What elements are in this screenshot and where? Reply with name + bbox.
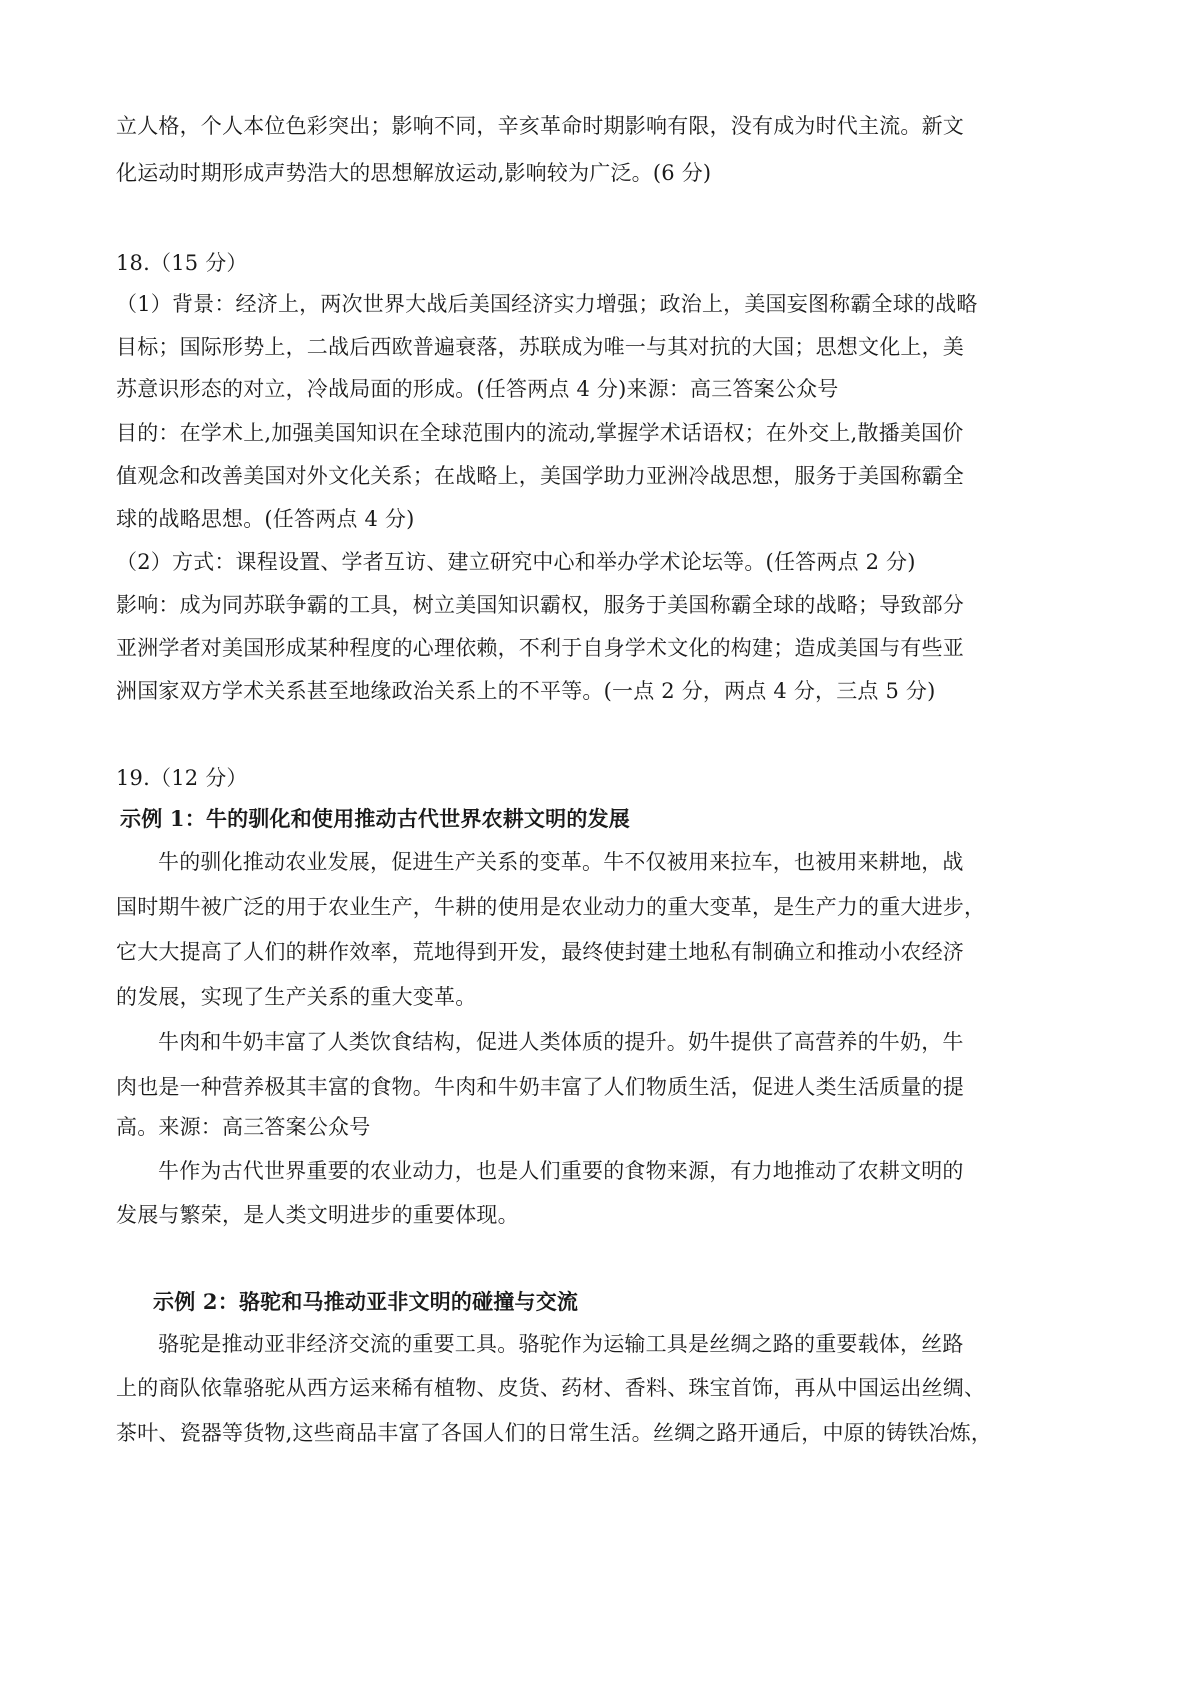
q19-example1-line-1: 牛的驯化推动农业发展，促进生产关系的变革。牛不仅被用来拉车，也被用来耕地，战 — [158, 850, 964, 874]
q18-line-1: （1）背景：经济上，两次世界大战后美国经济实力增强；政治上，美国妄图称霸全球的战略 — [116, 292, 978, 316]
q19-example1-line-5: 牛肉和牛奶丰富了人类饮食结构，促进人类体质的提升。奶牛提供了高营养的牛奶，牛 — [158, 1030, 964, 1054]
q18-line-3: 苏意识形态的对立，冷战局面的形成。(任答两点 4 分)来源：高三答案公众号 — [116, 377, 839, 401]
q18-line-4: 目的：在学术上,加强美国知识在全球范围内的流动,掌握学术话语权；在外交上,散播美国价 — [116, 421, 964, 445]
q19-example1-line-9: 发展与繁荣，是人类文明进步的重要体现。 — [116, 1203, 519, 1227]
carryover-line-1: 立人格，个人本位色彩突出；影响不同，辛亥革命时期影响有限，没有成为时代主流。新文 — [116, 114, 964, 138]
q18-line-2: 目标；国际形势上，二战后西欧普遍衰落，苏联成为唯一与其对抗的大国；思想文化上，美 — [116, 335, 964, 359]
q19-example1-title: 示例 1：牛的驯化和使用推动古代世界农耕文明的发展 — [120, 806, 630, 831]
carryover-line-2: 化运动时期形成声势浩大的思想解放运动,影响较为广泛。(6 分) — [116, 161, 712, 185]
q18-heading: 18.（15 分） — [116, 251, 248, 275]
q18-line-10: 洲国家双方学术关系甚至地缘政治关系上的不平等。(一点 2 分，两点 4 分，三点 5 分) — [116, 679, 936, 703]
q19-example1-line-3: 它大大提高了人们的耕作效率，荒地得到开发，最终使封建土地私有制确立和推动小农经济 — [116, 940, 964, 964]
q19-example2-title: 示例 2：骆驼和马推动亚非文明的碰撞与交流 — [153, 1289, 579, 1314]
q19-example1-line-8: 牛作为古代世界重要的农业动力，也是人们重要的食物来源，有力地推动了农耕文明的 — [158, 1159, 964, 1183]
q18-line-6: 球的战略思想。(任答两点 4 分) — [116, 507, 415, 531]
q19-example2-line-2: 上的商队依靠骆驼从西方运来稀有植物、皮货、药材、香料、珠宝首饰，再从中国运出丝绸、 — [116, 1376, 986, 1400]
q18-line-5: 值观念和改善美国对外文化关系；在战略上，美国学助力亚洲冷战思想，服务于美国称霸全 — [116, 464, 964, 488]
q19-heading: 19.（12 分） — [116, 766, 248, 790]
q19-example2-line-1: 骆驼是推动亚非经济交流的重要工具。骆驼作为运输工具是丝绸之路的重要载体，丝路 — [158, 1332, 964, 1356]
q18-line-7: （2）方式：课程设置、学者互访、建立研究中心和举办学术论坛等。(任答两点 2 分) — [116, 550, 916, 574]
q19-example1-line-4: 的发展，实现了生产关系的重大变革。 — [116, 985, 477, 1009]
q19-example1-line-6: 肉也是一种营养极其丰富的食物。牛肉和牛奶丰富了人们物质生活，促进人类生活质量的提 — [116, 1075, 964, 1099]
q18-line-9: 亚洲学者对美国形成某种程度的心理依赖，不利于自身学术文化的构建；造成美国与有些亚 — [116, 636, 964, 660]
q19-example1-line-2: 国时期牛被广泛的用于农业生产，牛耕的使用是农业动力的重大变革，是生产力的重大进步， — [116, 895, 986, 919]
q18-line-8: 影响：成为同苏联争霸的工具，树立美国知识霸权，服务于美国称霸全球的战略；导致部分 — [116, 593, 964, 617]
q19-example1-line-7: 高。来源：高三答案公众号 — [116, 1115, 371, 1139]
q19-example2-line-3: 茶叶、瓷器等货物,这些商品丰富了各国人们的日常生活。丝绸之路开通后，中原的铸铁冶炼， — [116, 1421, 993, 1445]
